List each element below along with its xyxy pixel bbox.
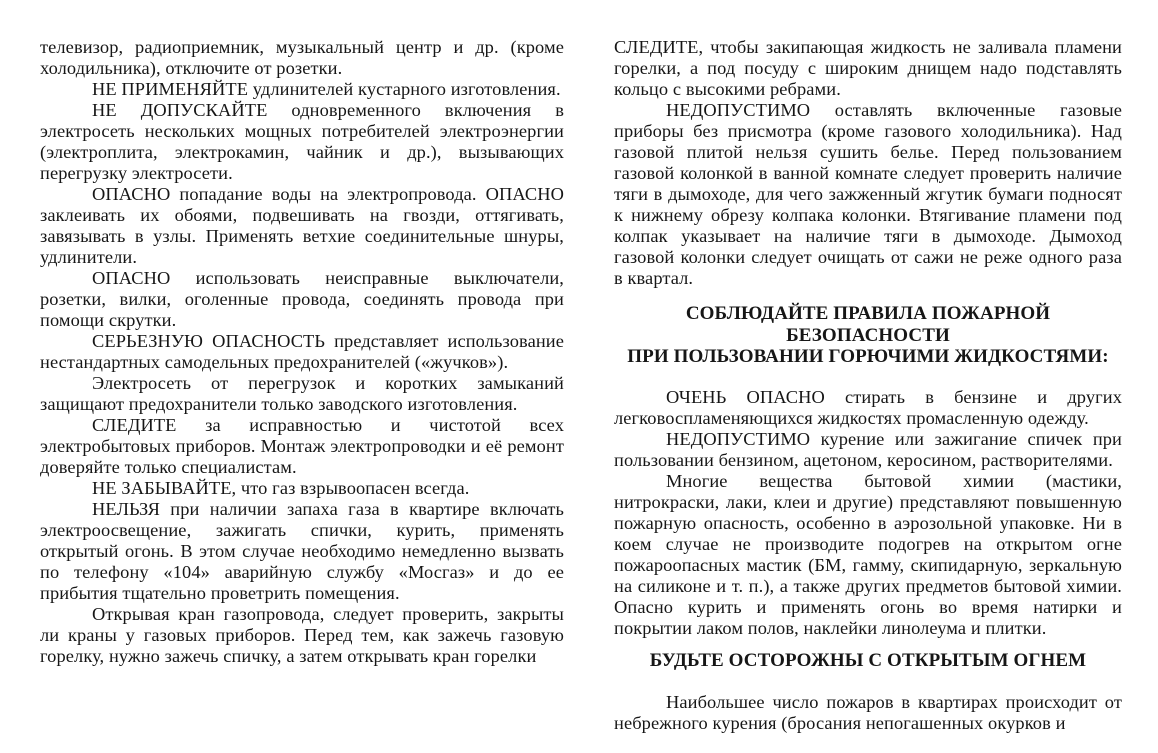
paragraph-sledite-zhidkost: СЛЕДИТЕ, чтобы закипающая жидкость не заливала пламени горелки, а под посуду с широким днищем надо подставлять кольцо с высокими ребрами. bbox=[614, 37, 1122, 99]
paragraph-continuation-appliances: телевизор, радиоприемник, музыкальный центр и др. (кроме холодильника), отключите от розетки. bbox=[40, 37, 564, 78]
paragraph-elektroset-predohraniteli: Электросеть от перегрузок и коротких замыканий защищают предохранители только заводского изготовления. bbox=[40, 373, 564, 414]
paragraph-opasno-voda: ОПАСНО попадание воды на электропровода. ОПАСНО заклеивать их обоями, подвешивать на гвозди, оттягивать, завязывать в узлы. Применять ветхие соединительные шнуры, удлинители. bbox=[40, 184, 564, 267]
paragraph-nelzya-zapah-gaza: НЕЛЬЗЯ при наличии запаха газа в квартире включать электроосвещение, зажигать спички, курить, применять открытый огонь. В этом случае необходимо немедленно вызвать по телефону «104» аварийную службу «Мосгаз» и до ее прибытия тщательно проветрить помещения. bbox=[40, 499, 564, 603]
paragraph-sledite-ispravnost: СЛЕДИТЕ за исправностью и чистотой всех электробытовых приборов. Монтаж электропроводки и её ремонт доверяйте только специалистам. bbox=[40, 415, 564, 477]
paragraph-ne-dopuskayte: НЕ ДОПУСКАЙТЕ одновременного включения в электросеть нескольких мощных потребителей электроэнергии (электроплита, электрокамин, чайник и др.), вызывающих перегрузку электросети. bbox=[40, 100, 564, 183]
paragraph-ochen-opasno-benzin: ОЧЕНЬ ОПАСНО стирать в бензине и других легковоспламеняющихся жидкостях промасленную одежду. bbox=[614, 386, 1122, 428]
section-heading-open-fire: БУДЬТЕ ОСТОРОЖНЫ С ОТКРЫТЫМ ОГНЕМ bbox=[649, 649, 1087, 671]
paragraph-opasno-vyklyuchateli: ОПАСНО использовать неисправные выключатели, розетки, вилки, оголенные провода, соединять провода при помощи скрутки. bbox=[40, 268, 564, 330]
section-heading-flammable-liquids bbox=[614, 303, 1122, 368]
paragraph-bytovaya-himiya: Многие вещества бытовой химии (мастики, нитрокраски, лаки, клеи и другие) представляют повышенную пожарную опасность, особенно в аэрозольной упаковке. Ни в коем случае не производите подогрев на открытом огне пожароопасных мастик (БМ, гамму, скипидарную, зеркальную на силиконе и т. п.), а также других предметов бытовой химии. Опасно курить и применять огонь во время натирки и покрытии лаком полов, наклейки линолеума и плитки. bbox=[614, 470, 1122, 638]
paragraph-sereznuyu-opasnost: СЕРЬЕЗНУЮ ОПАСНОСТЬ представляет использование нестандартных самодельных предохранителей («жучков»). bbox=[40, 331, 564, 372]
right-column bbox=[614, 37, 1122, 734]
heading-line: СОБЛЮДАЙТЕ ПРАВИЛА ПОЖАРНОЙ bbox=[685, 303, 1051, 324]
heading-line: БЕЗОПАСНОСТИ bbox=[786, 324, 950, 346]
paragraph-otkryvaya-kran: Открывая кран газопровода, следует проверить, закрыты ли краны у газовых приборов. Перед тем, как зажечь газовую горелку, нужно зажечь спичку, а затем открывать кран горелки bbox=[40, 604, 564, 666]
heading-line: ПРИ ПОЛЬЗОВАНИИ ГОРЮЧИМИ ЖИДКОСТЯМИ: bbox=[627, 346, 1109, 367]
paragraph-naibolshee-chislo-pozharov: Наибольшее число пожаров в квартирах происходит от небрежного курения (бросания непогашенных окурков и bbox=[614, 692, 1122, 733]
left-column bbox=[40, 37, 564, 667]
paragraph-nedopustimo-gazovye-pribory: НЕДОПУСТИМО оставлять включенные газовые приборы без присмотра (кроме газового холодильника). Над газовой плитой нельзя сушить белье. Перед пользованием газовой колонкой в ванной комнате следует проверить наличие тяги в дымоходе, для чего зажженный жгутик бумаги подносят к нижнему обрезу колпака колонки. Втягивание пламени под колпак указывает на наличие тяги в дымоходе. Дымоход газовой колонки следует очищать от сажи не реже одного раза в квартал. bbox=[614, 100, 1122, 288]
paragraph-nedopustimo-kurenie: НЕДОПУСТИМО курение или зажигание спичек при пользовании бензином, ацетоном, керосином, растворителями. bbox=[614, 428, 1122, 470]
paragraph-ne-primenyayte: НЕ ПРИМЕНЯЙТЕ удлинителей кустарного изготовления. bbox=[92, 79, 561, 99]
paragraph-ne-zabyvayte-gaz: НЕ ЗАБЫВАЙТЕ, что газ взрывоопасен всегда. bbox=[92, 478, 470, 498]
